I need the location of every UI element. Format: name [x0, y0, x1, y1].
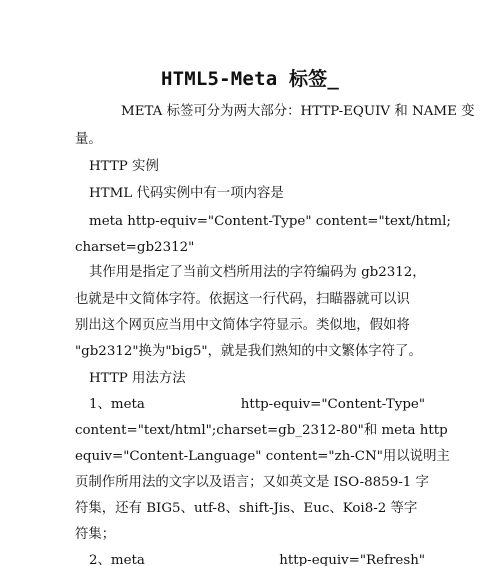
paragraph-line: 符集，还有 BIG5、utf-8、shift-Jis、Euc、Koi8-2 等字: [75, 501, 418, 516]
code-line: charset=gb2312": [75, 240, 195, 255]
paragraph-line: 量。: [75, 132, 102, 147]
paragraph-line: META 标签可分为两大部分：HTTP-EQUIV 和 NAME 变: [121, 104, 475, 119]
paragraph-line: "gb2312"换为"big5"，就是我们熟知的中文繁体字符了。: [75, 344, 422, 359]
code-line: meta http-equiv="Content-Type" content="text/html;: [89, 214, 451, 229]
paragraph-line: 符集；: [75, 527, 116, 542]
paragraph-line: 页制作所用法的文字以及语言；又如英文是 ISO-8859-1 字: [75, 475, 429, 490]
paragraph-line: [89, 397, 425, 413]
paragraph-line: 也就是中文简体字符。依据这一行代码，扫瞄器就可以识: [75, 292, 410, 307]
line-end: http-equiv="Refresh": [279, 553, 425, 566]
paragraph-line: content="text/html";charset=gb_2312-80"和 meta http: [75, 423, 448, 438]
section-heading: HTTP 实例: [89, 159, 159, 174]
paragraph-line: [89, 553, 425, 566]
paragraph-line: equiv="Content-Language" content="zh-CN"用以说明主: [75, 449, 450, 464]
paragraph-line: HTML 代码实例中有一项内容是: [89, 186, 284, 201]
document-title: HTML5-Meta 标签_: [160, 68, 340, 90]
line-start: 2、meta: [89, 553, 145, 566]
section-heading: HTTP 用法方法: [89, 371, 186, 386]
line-start: 1、meta: [89, 397, 145, 412]
paragraph-line: 其作用是指定了当前文档所用法的字符编码为 gb2312，: [89, 265, 426, 280]
paragraph-line: 别出这个网页应当用中文简体字符显示。类似地，假如将: [75, 318, 410, 333]
line-end: http-equiv="Content-Type": [240, 397, 425, 412]
